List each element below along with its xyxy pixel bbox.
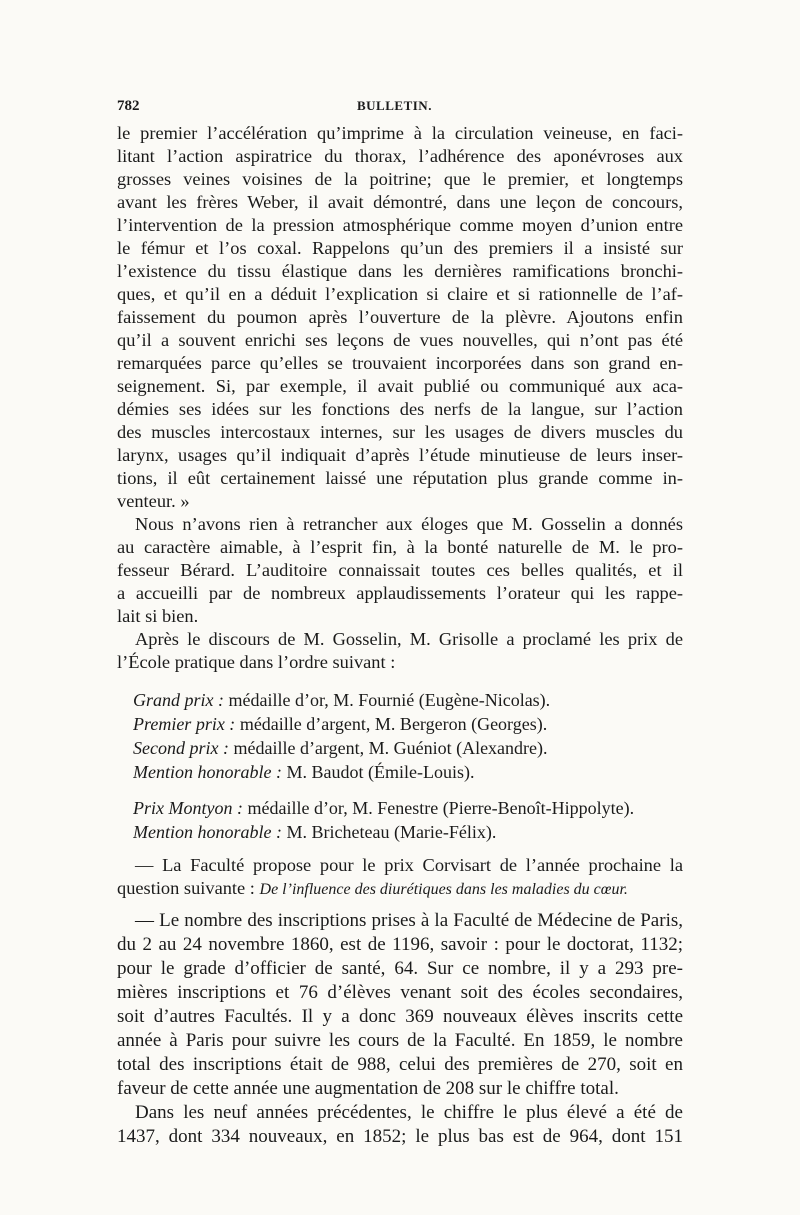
prize-entry (133, 760, 683, 784)
text-line: grosses veines voisines de la poitrine; que le premier, et longtemps (117, 169, 683, 189)
body-paragraph-1 (117, 122, 683, 513)
text-line: Dans les neuf années précédentes, le chiffre le plus élevé a été de (135, 1102, 683, 1123)
page-header (117, 98, 683, 122)
text-line: le fémur et l’os coxal. Rappelons qu’un des premiers il a insisté sur (117, 238, 683, 258)
text-line: tions, il eût certainement laissé une réputation plus grande comme in- (117, 468, 683, 488)
prize-label: Premier prix : (133, 714, 236, 734)
text-line: — La Faculté propose pour le prix Corvisart de l’année prochaine la (135, 855, 683, 875)
text-line: pour le grade d’officier de santé, 64. Sur ce nombre, il y a 293 pre- (117, 958, 683, 979)
text-line: total des inscriptions était de 988, celui des premières de 270, soit en (117, 1054, 683, 1075)
prize-label: Grand prix : (133, 690, 224, 710)
prize-text: médaille d’or, M. Fenestre (Pierre-Benoît-Hippolyte). (242, 798, 635, 818)
prize-text: M. Bricheteau (Marie-Félix). (281, 822, 497, 842)
inscriptions-paragraph (117, 909, 683, 1149)
text-line: année à Paris pour suivre les cours de la Faculté. En 1859, le nombre (117, 1030, 683, 1051)
text-line: avant les frères Weber, il avait démontré, dans une leçon de concours, (117, 192, 683, 212)
prize-label: Mention honorable : (133, 762, 282, 782)
text-line: fesseur Bérard. L’auditoire connaissait toutes ces belles qualités, et il (117, 560, 683, 580)
text-line: remarquées parce qu’elles se trouvaient incorporées dans son grand en- (117, 353, 683, 373)
text-line: le premier l’accélération qu’imprime à la circulation veineuse, en faci- (117, 123, 683, 143)
prize-list-ecole-pratique (117, 688, 683, 784)
text-line: larynx, usages qu’il indiquait d’après l’étude minutieuse de leurs inser- (117, 445, 683, 465)
text-line: démies ses idées sur les fonctions des nerfs de la langue, sur l’action (117, 399, 683, 419)
text-line: — Le nombre des inscriptions prises à la Faculté de Médecine de Paris, (135, 910, 683, 931)
text-line: ques, et qu’il en a déduit l’explication si claire et si rationnelle de l’af- (117, 284, 683, 304)
text-line: Nous n’avons rien à retrancher aux éloges que M. Gosselin a donnés (135, 514, 683, 534)
prize-text: médaille d’or, M. Fournié (Eugène-Nicolas). (224, 690, 551, 710)
body-paragraph-3 (117, 628, 683, 674)
announcement-lead: question suivante : (117, 878, 260, 898)
text-line: venteur. » (117, 491, 190, 511)
body-paragraph-2 (117, 513, 683, 628)
announcement-question: De l’influence des diurétiques dans les maladies du cœur. (259, 881, 628, 898)
text-line: a accueilli par de nombreux applaudissements l’orateur qui les rappe- (117, 583, 683, 603)
prize-text: médaille d’argent, M. Guéniot (Alexandre). (228, 738, 548, 758)
text-line: lait si bien. (117, 606, 199, 626)
text-line (117, 877, 683, 901)
prize-entry (133, 796, 683, 820)
text-line: du 2 au 24 novembre 1860, est de 1196, savoir : pour le doctorat, 1132; (117, 934, 683, 955)
prize-entry (133, 712, 683, 736)
prize-entry (133, 820, 683, 844)
prize-text: M. Baudot (Émile-Louis). (281, 762, 475, 782)
text-line: qu’il a souvent enrichi ses leçons de vues nouvelles, qui n’ont pas été (117, 330, 683, 350)
prize-entry (133, 688, 683, 712)
prize-list-montyon (117, 796, 683, 844)
prize-text: médaille d’argent, M. Bergeron (Georges). (235, 714, 548, 734)
corvisart-announcement (117, 854, 683, 901)
prize-label: Second prix : (133, 738, 229, 758)
text-line: des muscles intercostaux internes, sur les usages de divers muscles du (117, 422, 683, 442)
running-head: BULLETIN. (357, 98, 432, 113)
prize-label: Prix Montyon : (133, 798, 243, 818)
text-line: mières inscriptions et 76 d’élèves venant soit des écoles secondaires, (117, 982, 683, 1003)
text-line: l’École pratique dans l’ordre suivant : (117, 652, 396, 672)
text-line: l’intervention de la pression atmosphérique comme moyen d’union entre (117, 215, 683, 235)
prize-entry (133, 736, 683, 760)
text-line: Après le discours de M. Gosselin, M. Grisolle a proclamé les prix de (135, 629, 683, 649)
text-line: faveur de cette année une augmentation de 208 sur le chiffre total. (117, 1078, 619, 1099)
book-page (117, 98, 683, 1149)
text-line: soit d’autres Facultés. Il y a donc 369 nouveaux élèves inscrits cette (117, 1006, 683, 1027)
text-line: au caractère aimable, à l’esprit fin, à la bonté naturelle de M. le pro- (117, 537, 683, 557)
page-number: 782 (117, 98, 140, 114)
text-line: 1437, dont 334 nouveaux, en 1852; le plus bas est de 964, dont 151 (117, 1126, 683, 1147)
text-line: seignement. Si, par exemple, il avait publié ou communiqué aux aca- (117, 376, 683, 396)
text-line: faissement du poumon après l’ouverture de la plèvre. Ajoutons enfin (117, 307, 683, 327)
prize-label: Mention honorable : (133, 822, 282, 842)
text-line: litant l’action aspiratrice du thorax, l’adhérence des aponévroses aux (117, 146, 683, 166)
text-line: l’existence du tissu élastique dans les dernières ramifications bronchi- (117, 261, 683, 281)
